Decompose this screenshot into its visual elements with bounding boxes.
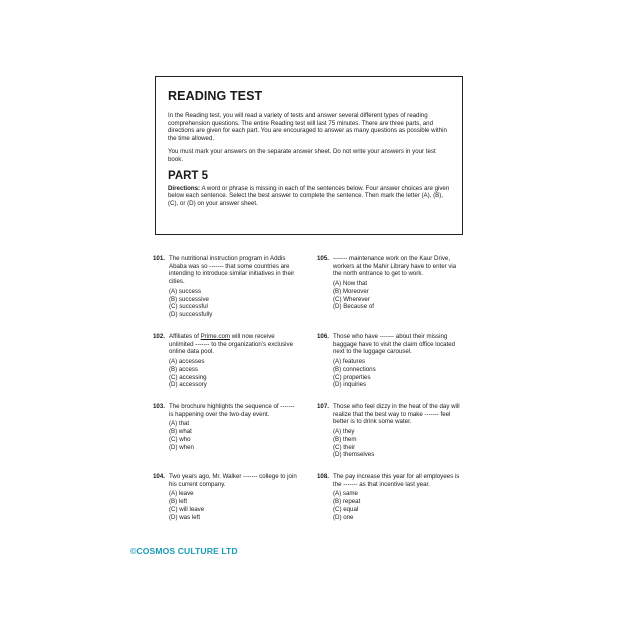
- question-number: 101.: [153, 255, 165, 262]
- question-104: [153, 473, 298, 521]
- question-103: [153, 403, 298, 451]
- option-b: (B) left: [169, 498, 188, 506]
- question-number: 103.: [153, 403, 165, 410]
- option-a: (A) accesses: [169, 358, 205, 366]
- option-c: (C) Wherever: [333, 295, 370, 303]
- option-a: (A) they: [333, 428, 355, 436]
- question-stem: Those who feel dizzy in the heat of the day will realize that the best way to make ------- feel better is to drink some water.: [333, 403, 460, 426]
- option-c: (C) accessing: [169, 373, 207, 381]
- reading-test-title: READING TEST: [168, 89, 263, 103]
- question-number: 102.: [153, 333, 165, 340]
- intro-paragraph-2: You must mark your answers on the separate answer sheet. Do not write your answers in your test book.: [168, 148, 436, 163]
- question-number: 104.: [153, 473, 165, 480]
- option-c: (C) equal: [333, 505, 359, 513]
- question-number: 107.: [317, 403, 329, 410]
- option-b: (B) them: [333, 435, 357, 443]
- question-108: [317, 473, 462, 521]
- option-c: (C) successful: [169, 303, 208, 311]
- option-c: (C) their: [333, 443, 356, 451]
- question-number: 105.: [317, 255, 329, 262]
- prime-com-link: Prime.com: [200, 333, 230, 340]
- option-a: (A) success: [169, 287, 202, 295]
- option-d: (D) Because of: [333, 303, 374, 311]
- question-107: [317, 403, 462, 459]
- option-c: (C) properties: [333, 373, 371, 381]
- question-stem: The brochure highlights the sequence of ------- is happening over the two-day event.: [169, 403, 295, 418]
- option-b: (B) repeat: [333, 498, 361, 506]
- option-a: (A) that: [169, 420, 190, 428]
- option-b: (B) successive: [169, 295, 209, 303]
- option-d: (D) one: [333, 513, 354, 521]
- question-stem: Affiliates of Prime.com will now receive unlimited ------- to the organization's exclusive online data pool.: [169, 333, 294, 356]
- question-105: [317, 255, 462, 311]
- directions-label: Directions:: [168, 184, 201, 192]
- option-d: (D) themselves: [333, 451, 375, 459]
- option-b: (B) Moreover: [333, 287, 369, 295]
- option-c: (C) who: [169, 435, 191, 443]
- option-b: (B) what: [169, 428, 192, 436]
- option-c: (C) will leave: [169, 505, 205, 513]
- option-a: (A) leave: [169, 490, 194, 498]
- question-102: [153, 333, 298, 389]
- copyright-watermark: ©COSMOS CULTURE LTD: [130, 546, 238, 556]
- question-106: [317, 333, 462, 389]
- option-d: (D) inquiries: [333, 381, 367, 389]
- question-number: 106.: [317, 333, 329, 340]
- option-a: (A) features: [333, 358, 366, 366]
- option-b: (B) access: [169, 365, 199, 373]
- question-stem: The nutritional instruction program in Addis Ababa was so ------- that some countries are intending to introduce similar initiatives in their cities.: [169, 255, 295, 286]
- question-stem: Those who have ------- about their missing baggage have to visit the claim office located next to the luggage carousel.: [333, 333, 456, 356]
- question-stem: The pay increase this year for all employees is the ------- as that incentive last year.: [333, 473, 460, 488]
- option-d: (D) accessory: [169, 381, 207, 389]
- option-d: (D) was left: [169, 513, 201, 521]
- option-a: (A) Now that: [333, 280, 368, 288]
- option-a: (A) same: [333, 490, 358, 498]
- option-d: (D) when: [169, 443, 194, 451]
- option-b: (B) connections: [333, 365, 376, 373]
- part-5-title: PART 5: [168, 169, 209, 182]
- question-number: 108.: [317, 473, 329, 480]
- question-stem: ------- maintenance work on the Kaur Drive, workers at the Mahir Library have to enter via the north entrance to get to work.: [333, 255, 457, 278]
- question-101: [153, 255, 298, 319]
- option-d: (D) successfully: [169, 310, 213, 318]
- reading-test-intro-box: [155, 76, 463, 235]
- directions-text: A word or phrase is missing in each of the sentences below. Four answer choices are given below each sentence. Select the best answer to complete the sentence. Then mark the letter (A), (B), (C), or (D) on your answer sheet.: [168, 184, 450, 207]
- question-stem: Two years ago, Mr. Walker ------- college to join his current company.: [169, 473, 297, 488]
- intro-paragraph-1: In the Reading test, you will read a variety of tests and answer several different types of reading comprehension questions. The entire Reading test will last 75 minutes. There are three parts, and directions are given for each part. You are encouraged to answer as many questions as possible within the time allowed.: [168, 112, 447, 142]
- part-5-directions: [168, 185, 451, 208]
